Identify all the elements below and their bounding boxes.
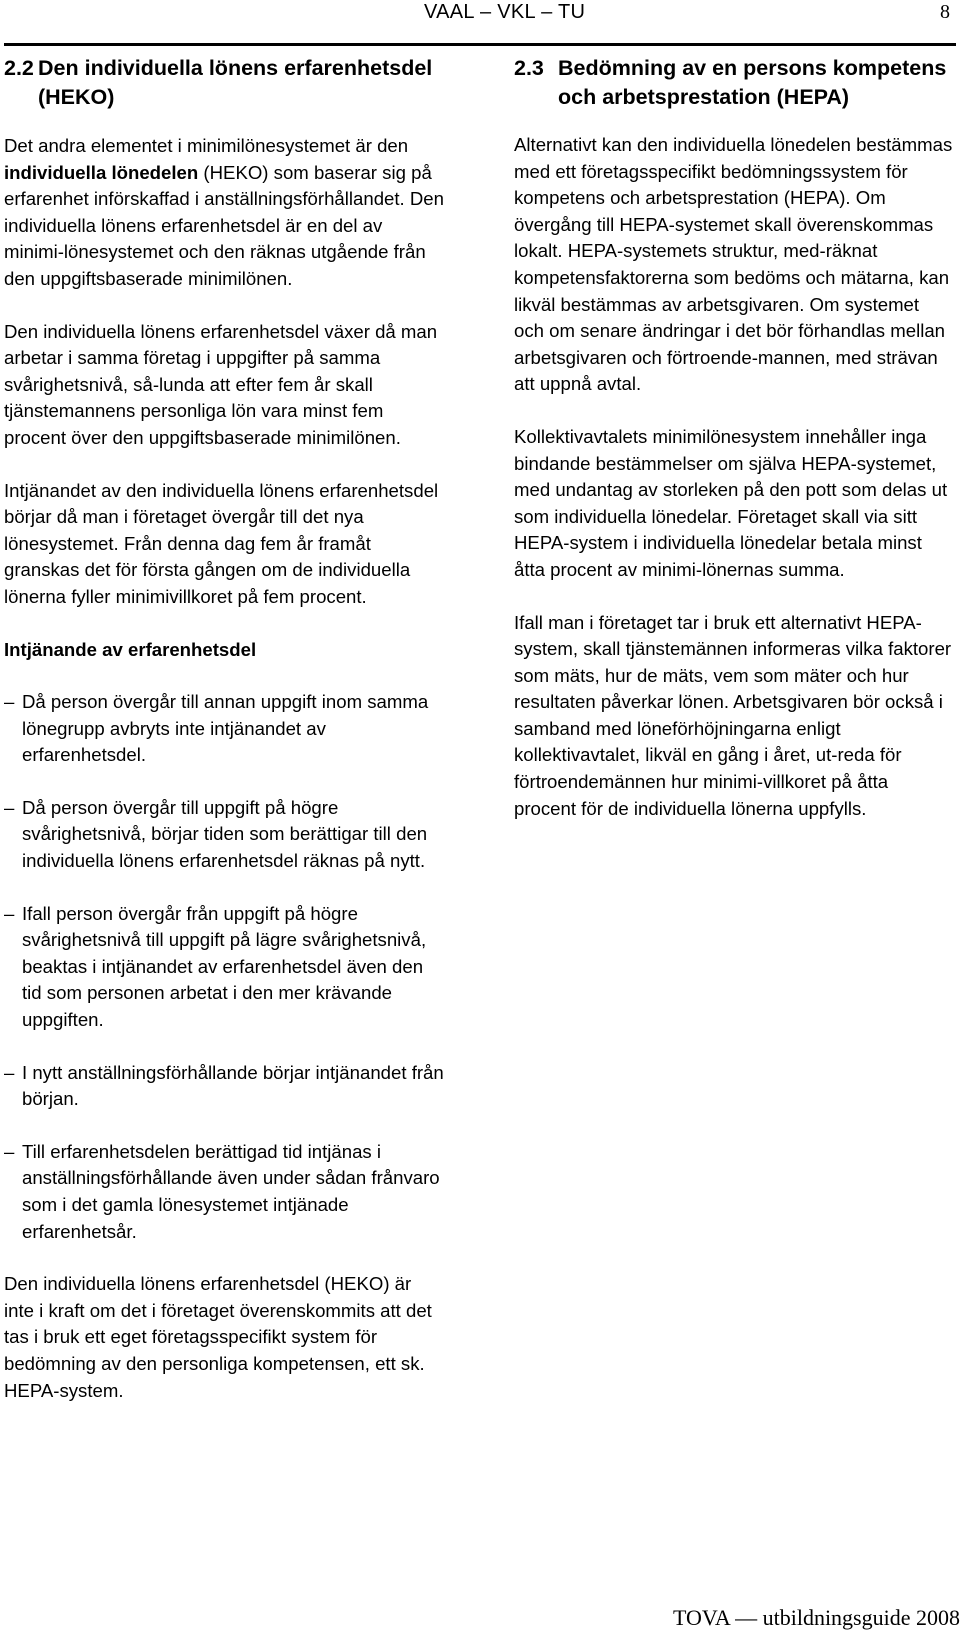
header-rule — [4, 43, 956, 46]
footer-text: TOVA — utbildningsguide 2008 — [672, 1605, 960, 1630]
section-number: 2.2 — [4, 56, 34, 80]
paragraph-heko-earning: Intjänandet av den individuella lönens erfarenhetsdel börjar då man i företaget övergår till det nya lönesystemet. Från denna dag fem år framåt granskas det för första gången om de individuella lönerna fyller minimivillkoret på fem procent. — [4, 479, 439, 607]
list-item-text: Då person övergår till annan uppgift inom samma lönegrupp avbryts inte intjänandet av erfarenhetsdel. — [22, 691, 429, 766]
paragraph-text: (HEKO) som baserar sig på erfarenhet införskaffad i anställningsförhållandet. Den individuella lönens erfarenhetsdel är en del av minimi-lönesystemet och den räknas utgående från den uppgiftsbaserade minimilönen. — [4, 161, 444, 289]
list-item — [4, 795, 444, 875]
list-item-text: I nytt anställningsförhållande börjar intjänandet från början. — [22, 1061, 444, 1110]
list-item-text: Ifall person övergår från uppgift på högre svårighetsnivå till uppgift på lägre svårighetsnivå, beaktas i intjänandet av erfarenhetsdel även den tid som personen arbetat i den mer krävande uppgiften. — [22, 902, 427, 1031]
section-number: 2.3 — [514, 56, 544, 80]
section-heading-2-2 — [4, 54, 444, 112]
dash-bullet: – — [4, 902, 15, 924]
section-heading-2-3 — [514, 54, 954, 112]
list-item — [4, 901, 444, 1034]
paragraph-heko-intro — [4, 133, 444, 293]
list-item — [4, 1139, 444, 1245]
bold-term: individuella lönedelen — [4, 161, 199, 183]
paragraph-hepa-alternative: Alternativt kan den individuella lönedelen bestämmas med ett företagsspecifikt bedömningssystem för kompetens och arbetsprestation (HEPA). Om övergång till HEPA-systemet skall överenskommas lokalt. HEPA-systemets struktur, med-räknat kompetensfaktorerna som bedöms och mätarna, kan likväl bestämmas av arbetsgivaren. Om systemet och om senare ändringar i det bör förhandlas mellan arbetsgivaren och förtroende-mannen, med strävan att uppnå avtal. — [514, 134, 953, 395]
dash-bullet: – — [4, 691, 15, 713]
dash-bullet: – — [4, 1140, 15, 1162]
paragraph-hepa-collective: Kollektivavtalets minimilönesystem innehåller inga bindande bestämmelser om själva HEPA-systemet, med undantag av storleken på den pott som delas ut som individuella lönedelar. Företaget skall via sitt HEPA-system i individuella lönedelar betala minst åtta procent av minimi-lönernas summa. — [514, 425, 948, 580]
subheading-earning: Intjänande av erfarenhetsdel — [4, 638, 257, 660]
earning-rules-list — [4, 689, 444, 1245]
left-column — [4, 54, 444, 1430]
list-item-text: Till erfarenhetsdelen berättigad tid intjänas i anställningsförhållande även under sådan frånvaro som i det gamla lönesystemet intjänade erfarenhetsår. — [22, 1140, 440, 1242]
dash-bullet: – — [4, 796, 15, 818]
right-column — [514, 54, 954, 848]
section-title: Bedömning av en persons kompetens och arbetsprestation (HEPA) — [558, 56, 947, 109]
list-item-text: Då person övergår till uppgift på högre svårighetsnivå, börjar tiden som berättigar till den individuella lönens erfarenhetsdel räknas på nytt. — [22, 796, 428, 872]
paragraph-heko-growth: Den individuella lönens erfarenhetsdel växer då man arbetar i samma företag i uppgifter på samma svårighetsnivå, så-lunda att efter fem år skall tjänstemannens personliga lön vara minst fem procent över den uppgiftsbaserade minimilönen. — [4, 320, 438, 448]
running-header — [0, 0, 960, 42]
paragraph-hepa-information: Ifall man i företaget tar i bruk ett alternativt HEPA-system, skall tjänstemännen informeras vilka faktorer som mäts, hur de mäts, vem som mäter och hur resultaten påverkar lönen. Arbetsgivaren bör också i samband med löneförhöjningarna enligt kollektivavtalet, likväl en gång i året, ut-reda för förtroendemännen hur minimi-villkoret på åtta procent för de individuella lönerna uppfylls. — [514, 611, 952, 819]
page-number: 8 — [940, 1, 950, 23]
running-footer — [0, 1604, 960, 1640]
dash-bullet: – — [4, 1061, 15, 1083]
running-title: VAAL – VKL – TU — [424, 1, 586, 23]
list-item — [4, 689, 444, 769]
section-title: Den individuella lönens erfarenhetsdel (HEKO) — [38, 56, 433, 109]
list-item — [4, 1060, 444, 1113]
paragraph-heko-not-in-force: Den individuella lönens erfarenhetsdel (HEKO) är inte i kraft om det i företaget överenskommits att det tas i bruk ett eget företagsspecifikt system för bedömning av den personliga kompetensen, ett sk. HEPA-system. — [4, 1273, 432, 1401]
paragraph-text: Det andra elementet i minimilönesystemet är den — [4, 135, 409, 156]
